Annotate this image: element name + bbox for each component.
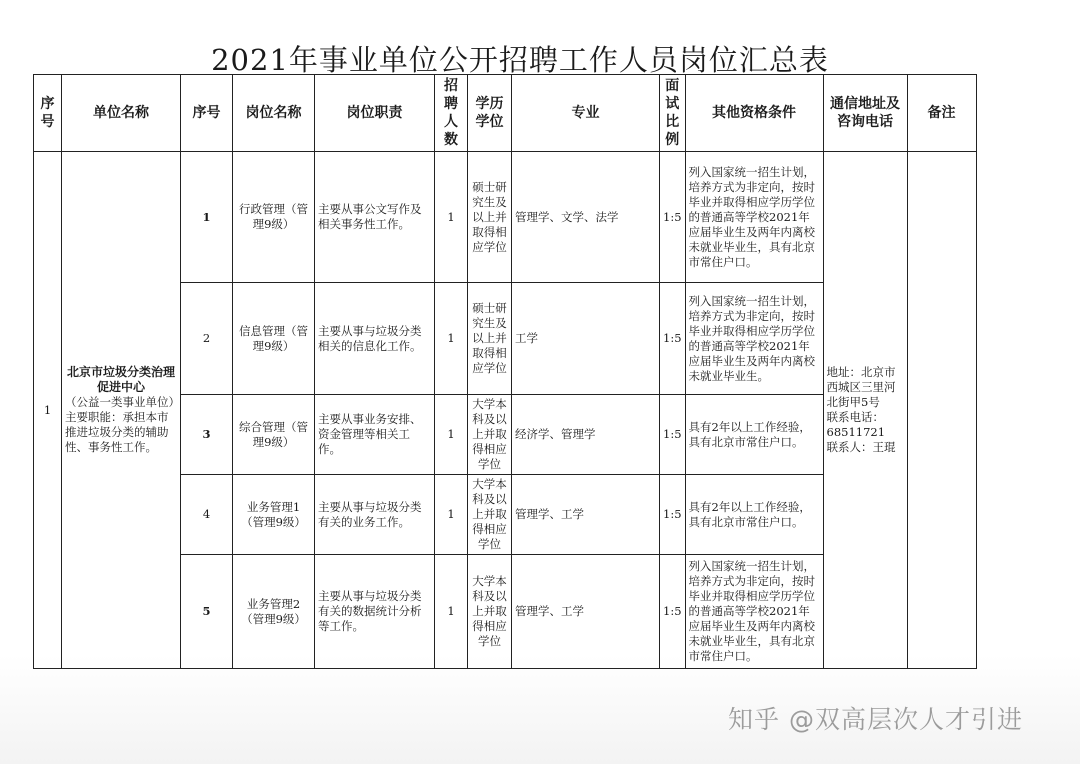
header-contact: 通信地址及咨询电话 (823, 75, 907, 152)
post-other-cell: 具有2年以上工作经验，具有北京市常住户口。 (685, 395, 823, 475)
post-other-cell: 列入国家统一招生计划，培养方式为非定向，按时毕业并取得相应学历学位的普通高等学校2021年应届毕业生及两年内离校未就业毕业生。 (685, 283, 823, 395)
post-name-cell: 业务管理1（管理9级） (233, 475, 315, 555)
post-count-cell: 1 (435, 395, 468, 475)
post-edu-cell: 大学本科及以上并取得相应学位 (468, 475, 512, 555)
post-duty-cell: 主要从事与垃圾分类相关的信息化工作。 (315, 283, 435, 395)
contact-address: 地址：北京市西城区三里河北街甲5号 (826, 365, 896, 409)
post-seq-cell: 3 (181, 395, 233, 475)
header-post-seq: 序号 (181, 75, 233, 152)
post-count-cell: 1 (435, 283, 468, 395)
contact-person: 联系人：王琨 (826, 440, 896, 454)
unit-type: （公益一类事业单位） (65, 395, 180, 409)
header-post-name: 岗位名称 (233, 75, 315, 152)
post-name-cell: 信息管理（管理9级） (233, 283, 315, 395)
post-ratio-cell: 1:5 (660, 395, 686, 475)
header-remark: 备注 (907, 75, 976, 152)
post-major-cell: 管理学、文学、法学 (512, 152, 660, 283)
header-row (34, 75, 977, 152)
post-other-cell: 列入国家统一招生计划，培养方式为非定向，按时毕业并取得相应学历学位的普通高等学校2021年应届毕业生及两年内离校未就业毕业生，具有北京市常住户口。 (685, 555, 823, 669)
header-count: 招聘人数 (435, 75, 468, 152)
post-edu-cell: 硕士研究生及以上并取得相应学位 (468, 152, 512, 283)
post-seq-cell: 5 (181, 555, 233, 669)
header-other: 其他资格条件 (685, 75, 823, 152)
header-major: 专业 (512, 75, 660, 152)
post-seq-cell: 4 (181, 475, 233, 555)
header-edu: 学历学位 (468, 75, 512, 152)
post-count-cell: 1 (435, 475, 468, 555)
post-seq-cell: 1 (181, 152, 233, 283)
positions-table (33, 74, 977, 669)
post-major-cell: 经济学、管理学 (512, 395, 660, 475)
post-ratio-cell: 1:5 (660, 283, 686, 395)
post-name-cell: 行政管理（管理9级） (233, 152, 315, 283)
contact-phone-label: 联系电话： (826, 410, 885, 424)
post-major-cell: 管理学、工学 (512, 475, 660, 555)
post-major-cell: 工学 (512, 283, 660, 395)
post-other-cell: 具有2年以上工作经验，具有北京市常住户口。 (685, 475, 823, 555)
page-title: 2021年事业单位公开招聘工作人员岗位汇总表 (211, 43, 829, 77)
remark-cell (907, 152, 976, 669)
post-duty-cell: 主要从事与垃圾分类有关的数据统计分析等工作。 (315, 555, 435, 669)
contact-cell (823, 152, 907, 669)
header-ratio: 面试比例 (660, 75, 686, 152)
post-count-cell: 1 (435, 152, 468, 283)
post-ratio-cell: 1:5 (660, 152, 686, 283)
post-major-cell: 管理学、工学 (512, 555, 660, 669)
post-edu-cell: 硕士研究生及以上并取得相应学位 (468, 283, 512, 395)
header-duty: 岗位职责 (315, 75, 435, 152)
post-ratio-cell: 1:5 (660, 555, 686, 669)
post-ratio-cell: 1:5 (660, 475, 686, 555)
post-other-cell: 列入国家统一招生计划，培养方式为非定向，按时毕业并取得相应学历学位的普通高等学校2021年应届毕业生及两年内离校未就业毕业生，具有北京市常住户口。 (685, 152, 823, 283)
post-name-cell: 业务管理2（管理9级） (233, 555, 315, 669)
unit-duty: 主要职能：承担本市推进垃圾分类的辅助性、事务性工作。 (65, 410, 169, 454)
header-seq: 序号 (34, 75, 62, 152)
post-edu-cell: 大学本科及以上并取得相应学位 (468, 555, 512, 669)
post-count-cell: 1 (435, 555, 468, 669)
header-unit: 单位名称 (62, 75, 181, 152)
post-edu-cell: 大学本科及以上并取得相应学位 (468, 395, 512, 475)
contact-phone: 68511721 (826, 425, 886, 439)
table-row (34, 152, 977, 283)
watermark: 知乎 @双高层次人才引进 (728, 705, 1023, 734)
unit-name: 北京市垃圾分类治理促进中心 (66, 365, 175, 394)
post-duty-cell: 主要从事业务安排、资金管理等相关工作。 (315, 395, 435, 475)
unit-seq-cell: 1 (34, 152, 62, 669)
post-duty-cell: 主要从事与垃圾分类有关的业务工作。 (315, 475, 435, 555)
post-name-cell: 综合管理（管理9级） (233, 395, 315, 475)
unit-cell (62, 152, 181, 669)
post-duty-cell: 主要从事公文写作及相关事务性工作。 (315, 152, 435, 283)
post-seq-cell: 2 (181, 283, 233, 395)
